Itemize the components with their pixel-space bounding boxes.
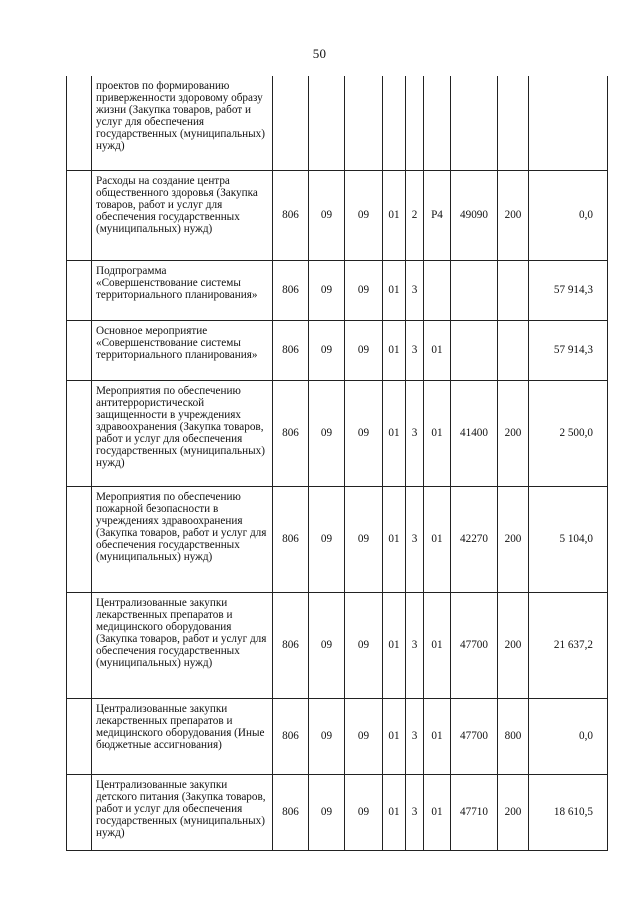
main-event-code-cell: 01 (424, 774, 451, 850)
subsection-code-cell: 09 (345, 486, 383, 592)
table-row (67, 774, 608, 850)
subsection-code-cell (345, 76, 383, 170)
direction-code-cell (451, 320, 498, 380)
table-row (67, 320, 608, 380)
direction-code-cell: 42270 (451, 486, 498, 592)
expense-type-code-cell: 200 (498, 380, 529, 486)
expense-type-code-cell (498, 260, 529, 320)
ministry-code-cell: 806 (273, 698, 309, 774)
program-code-cell: 01 (383, 592, 406, 698)
margin-cell (67, 592, 92, 698)
amount-cell: 0,0 (529, 698, 608, 774)
section-code-cell (309, 76, 345, 170)
margin-cell (67, 698, 92, 774)
table-row (67, 592, 608, 698)
main-event-code-cell: 01 (424, 592, 451, 698)
subsection-code-cell: 09 (345, 592, 383, 698)
page-number: 50 (312, 46, 327, 61)
program-code-cell: 01 (383, 320, 406, 380)
main-event-code-cell: 01 (424, 380, 451, 486)
main-event-code-cell (424, 76, 451, 170)
margin-cell (67, 486, 92, 592)
amount-cell: 2 500,0 (529, 380, 608, 486)
main-event-code-cell: 01 (424, 486, 451, 592)
main-event-code-cell: 01 (424, 320, 451, 380)
description-cell: Расходы на создание центра общественного здоровья (Закупка товаров, работ и услуг для обеспечения государственных (муниципальных) нужд) (92, 170, 273, 260)
amount-cell: 57 914,3 (529, 320, 608, 380)
table-row (67, 76, 608, 170)
main-event-code-cell (424, 260, 451, 320)
section-code-cell: 09 (309, 592, 345, 698)
program-code-cell: 01 (383, 170, 406, 260)
direction-code-cell: 47700 (451, 592, 498, 698)
description-cell: Мероприятия по обеспечению антитеррористической защищенности в учреждениях здравоохранения (Закупка товаров, работ и услуг для обеспечения государственных (муниципальных) нужд) (92, 380, 273, 486)
margin-cell (67, 774, 92, 850)
program-code-cell: 01 (383, 260, 406, 320)
ministry-code-cell (273, 76, 309, 170)
section-code-cell: 09 (309, 774, 345, 850)
subsection-code-cell: 09 (345, 774, 383, 850)
subsection-code-cell: 09 (345, 320, 383, 380)
amount-cell: 18 610,5 (529, 774, 608, 850)
expense-type-code-cell: 200 (498, 592, 529, 698)
amount-cell: 0,0 (529, 170, 608, 260)
table-row (67, 698, 608, 774)
ministry-code-cell: 806 (273, 170, 309, 260)
description-cell: Мероприятия по обеспечению пожарной безопасности в учреждениях здравоохранения (Закупка товаров, работ и услуг для обеспечения государственных (муниципальных) нужд) (92, 486, 273, 592)
table-row (67, 260, 608, 320)
expense-type-code-cell: 200 (498, 486, 529, 592)
program-code-cell: 01 (383, 486, 406, 592)
subprogram-code-cell: 3 (406, 698, 424, 774)
margin-cell (67, 76, 92, 170)
ministry-code-cell: 806 (273, 486, 309, 592)
expense-type-code-cell (498, 320, 529, 380)
budget-table (66, 76, 608, 851)
program-code-cell (383, 76, 406, 170)
description-cell: Централизованные закупки детского питания (Закупка товаров, работ и услуг для обеспечения государственных (муниципальных) нужд) (92, 774, 273, 850)
subprogram-code-cell: 3 (406, 260, 424, 320)
subprogram-code-cell (406, 76, 424, 170)
description-cell: Централизованные закупки лекарственных препаратов и медицинского оборудования (Иные бюджетные ассигнования) (92, 698, 273, 774)
margin-cell (67, 260, 92, 320)
main-event-code-cell: 01 (424, 698, 451, 774)
ministry-code-cell: 806 (273, 320, 309, 380)
program-code-cell: 01 (383, 698, 406, 774)
main-event-code-cell: P4 (424, 170, 451, 260)
subprogram-code-cell: 3 (406, 320, 424, 380)
direction-code-cell: 47710 (451, 774, 498, 850)
subsection-code-cell: 09 (345, 170, 383, 260)
subsection-code-cell: 09 (345, 260, 383, 320)
description-cell: проектов по формированию приверженности здоровому образу жизни (Закупка товаров, работ и услуг для обеспечения государственных (муниципальных) нужд) (92, 76, 273, 170)
ministry-code-cell: 806 (273, 260, 309, 320)
section-code-cell: 09 (309, 698, 345, 774)
description-cell: Централизованные закупки лекарственных препаратов и медицинского оборудования (Закупка товаров, работ и услуг для обеспечения государственных (муниципальных) нужд) (92, 592, 273, 698)
ministry-code-cell: 806 (273, 380, 309, 486)
amount-cell: 5 104,0 (529, 486, 608, 592)
section-code-cell: 09 (309, 170, 345, 260)
subsection-code-cell: 09 (345, 698, 383, 774)
amount-cell (529, 76, 608, 170)
description-cell: Подпрограмма «Совершенствование системы территориального планирования» (92, 260, 273, 320)
expense-type-code-cell: 200 (498, 170, 529, 260)
description-cell: Основное мероприятие «Совершенствование системы территориального планирования» (92, 320, 273, 380)
section-code-cell: 09 (309, 486, 345, 592)
subprogram-code-cell: 3 (406, 774, 424, 850)
amount-cell: 57 914,3 (529, 260, 608, 320)
table-row (67, 170, 608, 260)
ministry-code-cell: 806 (273, 592, 309, 698)
subprogram-code-cell: 3 (406, 592, 424, 698)
amount-cell: 21 637,2 (529, 592, 608, 698)
expense-type-code-cell: 800 (498, 698, 529, 774)
expense-type-code-cell (498, 76, 529, 170)
table-row (67, 380, 608, 486)
margin-cell (67, 380, 92, 486)
subprogram-code-cell: 3 (406, 486, 424, 592)
section-code-cell: 09 (309, 380, 345, 486)
program-code-cell: 01 (383, 774, 406, 850)
direction-code-cell: 49090 (451, 170, 498, 260)
ministry-code-cell: 806 (273, 774, 309, 850)
direction-code-cell: 41400 (451, 380, 498, 486)
direction-code-cell (451, 76, 498, 170)
section-code-cell: 09 (309, 260, 345, 320)
program-code-cell: 01 (383, 380, 406, 486)
expense-type-code-cell: 200 (498, 774, 529, 850)
section-code-cell: 09 (309, 320, 345, 380)
margin-cell (67, 320, 92, 380)
direction-code-cell: 47700 (451, 698, 498, 774)
subsection-code-cell: 09 (345, 380, 383, 486)
margin-cell (67, 170, 92, 260)
table-body (67, 76, 608, 850)
direction-code-cell (451, 260, 498, 320)
table-row (67, 486, 608, 592)
subprogram-code-cell: 3 (406, 380, 424, 486)
subprogram-code-cell: 2 (406, 170, 424, 260)
